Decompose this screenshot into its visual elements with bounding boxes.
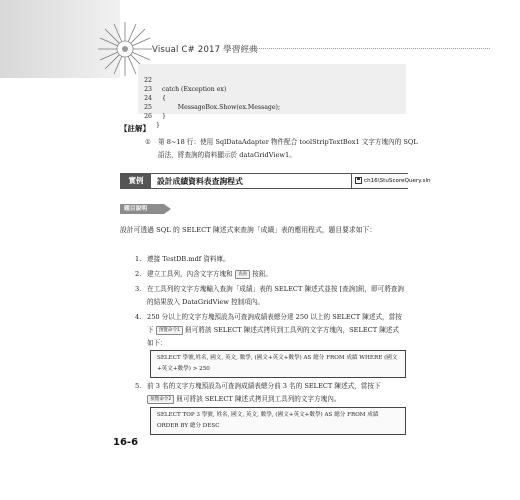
step-text: 在工具列的文字方塊輸入查詢「成績」表的 SELECT 陳述式並按 [查詢]鈕，即可將查詢的結果放入 DataGridView 控制項內。 [147,285,404,306]
step-number: 4. [135,313,142,321]
page-number: 16-6 [113,437,139,448]
step-number: 2. [135,270,142,278]
step-text-after: 鈕可將該 SELECT 陳述式拷貝到工具列的文字方塊內。 [176,395,341,403]
example-title: 設計成績資料表查詢程式 [157,177,243,186]
step-number: 3. [135,285,142,293]
code-text: catch (Exception ex) [162,86,227,93]
step-text-before: 建立工具列，內含文字方塊和 [147,270,233,278]
step-number: 5. [135,382,142,390]
query-button-illustration: 查詢 [235,270,250,279]
code-line [138,103,406,129]
book-title: Visual C# 2017 學習經典 [152,45,258,55]
step-text-after: 鈕可將該 SELECT 陳述式拷貝到工具列的文字方塊內，SELECT 陳述式如下： [147,326,399,347]
note-bullet: ① [145,138,151,146]
code-text: { [162,95,166,102]
example-tag: 實例 [121,174,151,188]
code-listing [138,64,406,129]
line-number: 26 [144,113,152,120]
line-number: 24 [144,95,152,102]
sql-statement-box: SELECT TOP 3 學號, 姓名, 國文, 英文, 數學, (國文+英文+數學) AS 總分 FROM 成績 ORDER BY 總分 DESC [150,407,406,435]
ribbon-tip [164,204,171,214]
step-text-before: 前 3 名的文字方塊預設為可查詢成績表總分前 3 名的 SELECT 陳述式，當按下 [147,382,381,390]
line-number: 22 [144,77,152,84]
step-number: 1. [135,255,142,263]
line-number: 23 [144,86,152,93]
step-text: 連接 TestDB.mdf 資料庫。 [147,255,230,263]
preview-command-2-button-illustration: 預覽命令2 [147,395,174,404]
sql-statement-box: SELECT 學號,姓名, 國文, 英文, 數學, (國文+英文+數學) AS 總分 FROM 成績 WHERE (國文+英文+數學) > 250 [150,350,406,378]
note-text: 第 8~18 行：使用 SqlDataAdapter 物件配合 toolStripTextBox1 文字方塊內的 SQL 語法，將查詢的資料顯示於 dataGridView1。 [158,138,418,159]
step-text [147,380,405,406]
disk-icon [355,177,362,184]
intro-paragraph: 設計可透過 SQL 的 SELECT 陳述式來查詢「成績」表的應用程式，題目要求如下： [120,226,377,234]
header-rule [232,48,490,49]
solution-file-box [351,174,431,188]
step-text-after: 按鈕。 [252,270,272,278]
step-text [147,311,405,350]
note-heading: 【註解】 [120,124,150,133]
code-text: MessageBox.Show(ex.Message); [162,104,281,111]
solution-path: ch16\StuScoreQuery.sln [364,178,431,184]
section-ribbon [120,204,172,214]
step-text-before: 250 分以上的文字方塊預設為可查詢成績表總分達 250 以上的 SELECT 陳述式，當按下 [147,313,402,334]
preview-command-1-button-illustration: 預覽命令1 [156,326,183,335]
code-text: } [156,122,160,129]
code-text: } [162,113,166,120]
example-banner [120,173,431,189]
section-label: 題目說明 [124,206,148,212]
line-number: 25 [144,104,152,111]
step-text [147,268,405,281]
